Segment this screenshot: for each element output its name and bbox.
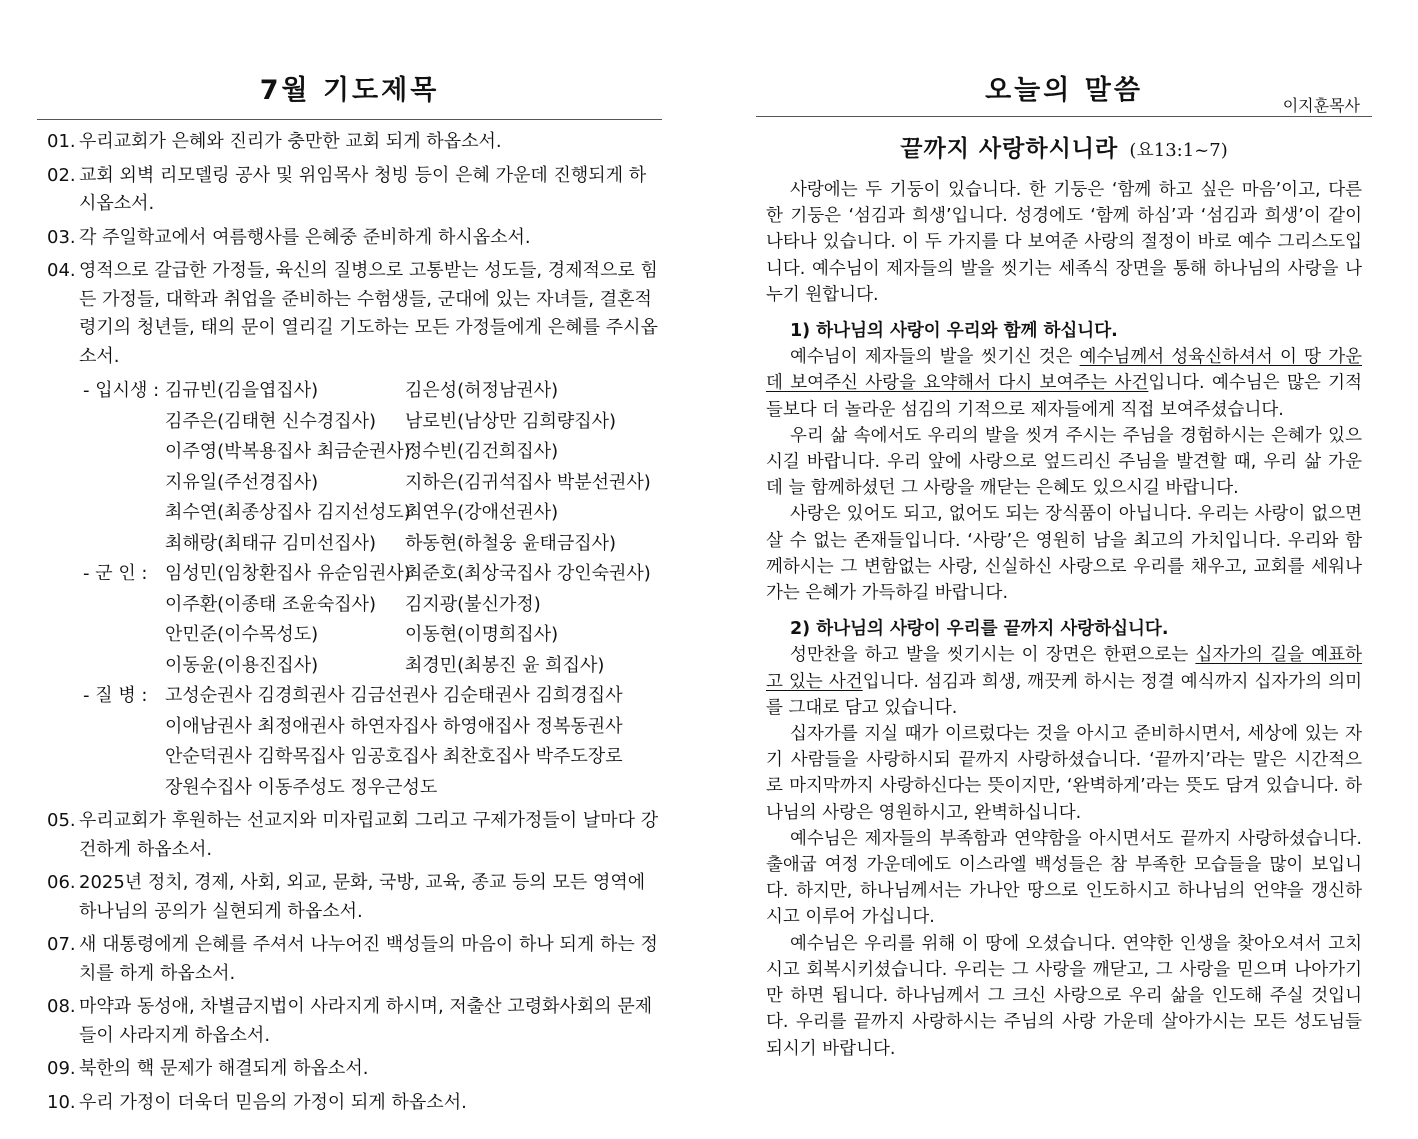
name-entry: 김지광(불신가정) <box>405 593 541 615</box>
item-text: 우리교회가 은혜와 진리가 충만한 교회 되게 하옵소서. <box>79 131 502 152</box>
name-line: 이애남권사 최정애권사 하연자집사 하영애집사 정복동권사 <box>165 715 623 737</box>
group-exam-students <box>83 376 662 559</box>
prayer-item <box>47 1089 662 1118</box>
name-entry: 안민준(이수목성도) <box>165 624 319 645</box>
item-text: 2025년 정치, 경제, 사회, 외교, 문화, 국방, 교육, 종교 등의 모든 영역에 하나님의 공의가 실현되게 하옵소서. <box>79 872 646 922</box>
item-number: 01. <box>47 131 76 152</box>
prayer-item <box>47 128 662 157</box>
name-entry: 이동현(이명희집사) <box>405 624 559 645</box>
text: 성만찬을 하고 발을 씻기시는 이 장면은 한편으로는 <box>790 645 1196 666</box>
sermon-section-title: 오늘의 말씀 <box>985 75 1143 106</box>
item-text: 영적으로 갈급한 가정들, 육신의 질병으로 고통받는 성도들, 경제적으로 힘든 가정들, 대학과 취업을 준비하는 수험생들, 군대에 있는 자녀들, 결혼적령기의 청년들, 태의 문이 열리길 기도하는 모든 가정들에게 은혜를 주시옵소서. <box>79 260 658 367</box>
paragraph <box>766 344 1362 423</box>
item-number: 04. <box>47 260 76 281</box>
scripture-reference: (요13:1~7) <box>1129 140 1228 161</box>
underlined-text: 예수님께서 성육신하셔서 이 땅 가운데 보여주신 사랑을 요약해서 다시 보여주는 사건 <box>766 347 1363 394</box>
name-row <box>165 407 662 438</box>
group-sick <box>83 681 662 803</box>
name-row <box>165 620 662 651</box>
item-text: 새 대통령에게 은혜를 주셔서 나누어진 백성들의 마음이 하나 되게 하는 정치를 하게 하옵소서. <box>79 934 658 984</box>
item-number: 05. <box>47 810 76 831</box>
item-number: 07. <box>47 934 76 955</box>
paragraph <box>766 642 1362 721</box>
divider <box>756 116 1372 117</box>
item-text: 마약과 동성애, 차별금지법이 사라지게 하시며, 저출산 고령화사회의 문제들이 사라지게 하옵소서. <box>79 996 653 1046</box>
item-text: 교회 외벽 리모델링 공사 및 위임목사 청빙 등이 은혜 가운데 진행되게 하시옵소서. <box>79 164 647 214</box>
divider <box>37 119 662 120</box>
prayer-title: 7월 기도제목 <box>259 75 440 106</box>
paragraph: 사랑은 있어도 되고, 없어도 되는 장식품이 아닙니다. 우리는 사랑이 없으면 살 수 없는 존재들입니다. ‘사랑’은 영원히 남을 최고의 가치입니다. 우리와 함께하시는 그 변함없는 사랑, 신실하신 사랑으로 우리를 채우고, 교회를 세워나가는 은혜가 가득하길 바랍니다. <box>766 504 1362 604</box>
item-number: 02. <box>47 164 76 186</box>
name-entry: 정수빈(김건희집사) <box>405 441 559 462</box>
sermon-heading <box>756 130 1372 163</box>
group-label: - 입시생 : <box>83 380 160 401</box>
underlined-text: 십자가의 길을 예표하고 있는 사건 <box>766 645 1362 692</box>
text: 입니다. 예수님은 많은 기적들보다 더 놀라운 섬김의 기적으로 제자들에게 직접 보여주셨습니다. <box>766 373 1362 420</box>
name-row <box>165 437 662 468</box>
name-line: 고성순권사 김경희권사 김금선권사 김순태권사 김희경집사 <box>165 685 623 706</box>
paragraph: 사랑에는 두 기둥이 있습니다. 한 기둥은 ‘함께 하고 싶은 마음’이고, 다른 한 기둥은 ‘섬김과 희생’입니다. 성경에도 ‘함께 하심’과 ‘섬김과 희생’이 같이 나타나 있습니다. 이 두 가지를 다 보여준 사랑의 절정이 바로 예수 그리스도입니다. 예수님이 제자들의 발을 씻기는 세족식 장면을 통해 하나님의 사랑을 나누기 원합니다. <box>766 180 1362 305</box>
name-entry: 최준호(최상국집사 강인숙권사) <box>405 563 651 584</box>
name-row <box>165 498 662 529</box>
name-line: 안순덕권사 김학목집사 임공호집사 최찬호집사 박주도장로 <box>165 746 623 767</box>
name-entry: 지유일(주선경집사) <box>165 471 319 493</box>
prayer-item <box>47 931 662 988</box>
name-line: 장원수집사 이동주성도 정우근성도 <box>165 776 438 798</box>
paragraph: 우리 삶 속에서도 우리의 발을 씻겨 주시는 주님을 경험하시는 은혜가 있으시길 바랍니다. 우리 앞에 사랑으로 엎드리신 주님을 발견할 때, 우리 삶 가운데 늘 함께하셨던 그 사랑을 깨닫는 은혜도 있으시길 바랍니다. <box>766 425 1362 499</box>
item-number: 10. <box>47 1091 76 1113</box>
name-entry: 최수연(최종상집사 김지선성도) <box>165 502 411 523</box>
item-number: 03. <box>47 226 76 248</box>
text: 입니다. 섬김과 희생, 깨끗케 하시는 정결 예식까지 십자가의 의미를 그대로 담고 있습니다. <box>766 671 1363 718</box>
prayer-list <box>47 128 662 1122</box>
name-row <box>165 651 662 682</box>
group-label: - 질 병 : <box>83 685 148 706</box>
name-row <box>165 590 662 621</box>
name-entry: 하동현(하철웅 윤태금집사) <box>405 532 617 554</box>
item-number: 06. <box>47 872 76 893</box>
paragraph: 예수님은 우리를 위해 이 땅에 오셨습니다. 연약한 인생을 찾아오셔서 고치시고 회복시키셨습니다. 우리는 그 사랑을 깨닫고, 그 사랑을 믿으며 나아가기만 하면 됩니다. 하나님께서 그 크신 사랑으로 우리 삶을 인도해 주실 것입니다. 우리를 끝까지 사랑하시는 주님의 사랑 가운데 살아가시는 모든 성도님들 되시기 바랍니다. <box>766 933 1362 1059</box>
group-military <box>83 559 662 681</box>
item-text: 각 주일학교에서 여름행사를 은혜중 준비하게 하시옵소서. <box>79 226 531 248</box>
sermon-body <box>766 177 1362 1062</box>
name-row <box>165 376 662 407</box>
name-entry: 남로빈(남상만 김희량집사) <box>405 410 617 432</box>
text: 예수님이 제자들의 발을 씻기신 것은 <box>790 347 1080 368</box>
name-entry: 김규빈(김을엽집사) <box>165 380 319 401</box>
prayer-item <box>47 257 662 371</box>
prayer-item <box>47 993 662 1050</box>
prayer-names <box>83 376 662 803</box>
group-label: - 군 인 : <box>83 563 148 584</box>
name-entry: 지하은(김귀석집사 박분선권사) <box>405 471 651 493</box>
prayer-item <box>47 807 662 864</box>
sermon-title: 끝까지 사랑하시니라 <box>900 136 1119 162</box>
name-entry: 이주영(박복용집사 최금순권사) <box>165 441 411 462</box>
prayer-item <box>47 224 662 253</box>
name-row <box>165 559 662 590</box>
name-entry: 최경민(최봉진 윤 희집사) <box>405 654 605 676</box>
name-entry: 이동윤(이용진집사) <box>165 654 319 676</box>
prayer-item <box>47 1055 662 1084</box>
paragraph: 예수님은 제자들의 부족함과 연약함을 아시면서도 끝까지 사랑하셨습니다. 출애굽 여정 가운데에도 이스라엘 백성들은 참 부족한 모습들을 많이 보입니다. 하지만, 하나님께서는 가나안 땅으로 인도하시고 하나님의 언약을 갱신하시고 이루어 가십니다. <box>766 828 1362 928</box>
name-entry: 김주은(김태현 신수경집사) <box>165 410 377 432</box>
name-entry: 이주환(이종태 조윤숙집사) <box>165 593 377 615</box>
item-text: 북한의 핵 문제가 해결되게 하옵소서. <box>79 1058 369 1079</box>
prayer-item <box>47 869 662 926</box>
name-entry: 최해랑(최태규 김미선집사) <box>165 532 377 554</box>
paragraph: 십자가를 지실 때가 이르렀다는 것을 아시고 준비하시면서, 세상에 있는 자기 사람들을 사랑하시되 끝까지 사랑하셨습니다. ‘끝까지’라는 말은 시간적으로 마지막까지 사랑하신다는 뜻이지만, ‘완벽하게’라는 뜻도 담겨 있습니다. 하나님의 사랑은 영원하시고, 완벽하십니다. <box>766 724 1362 823</box>
name-row <box>165 468 662 499</box>
prayer-item <box>47 162 662 219</box>
subheading: 2) 하나님의 사랑이 우리를 끝까지 사랑하십니다. <box>790 619 1169 640</box>
name-entry: 김은성(허정남권사) <box>405 380 559 401</box>
item-number: 08. <box>47 996 76 1017</box>
name-entry: 임성민(임창환집사 유순임권사) <box>165 563 411 584</box>
item-text: 우리 가정이 더욱더 믿음의 가정이 되게 하옵소서. <box>79 1091 467 1113</box>
name-entry: 최연우(강애선권사) <box>405 502 559 523</box>
name-row <box>165 529 662 560</box>
item-text: 우리교회가 후원하는 선교지와 미자립교회 그리고 구제가정들이 날마다 강건하게 하옵소서. <box>79 810 659 860</box>
subheading: 1) 하나님의 사랑이 우리와 함께 하십니다. <box>790 321 1118 342</box>
item-number: 09. <box>47 1058 76 1079</box>
author: 이지훈목사 <box>1282 96 1360 115</box>
